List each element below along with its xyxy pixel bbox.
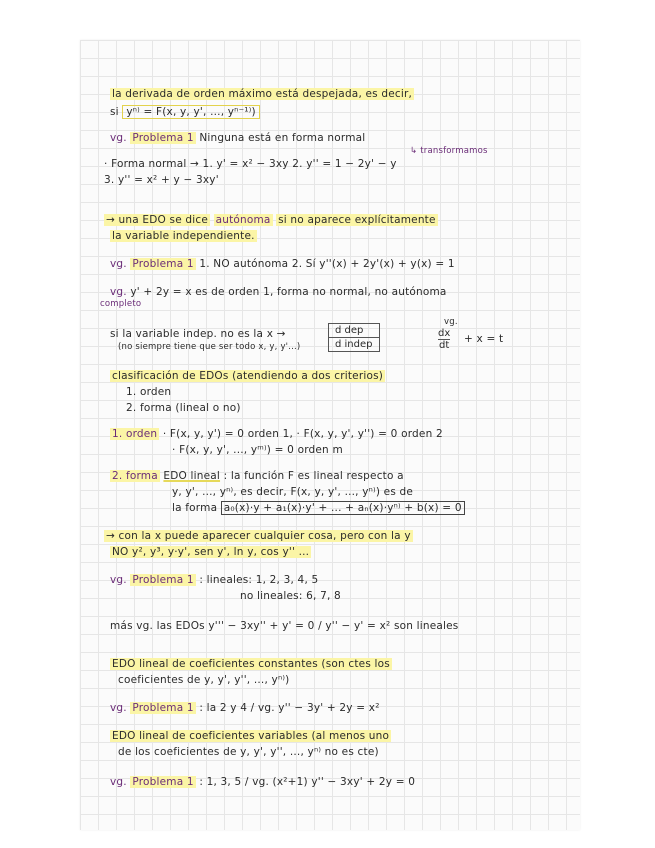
problem-label: Problema 1	[132, 258, 194, 270]
note-text: EDO lineal de coeficientes variables (al menos uno	[112, 730, 390, 742]
fraction-numerator: dx	[438, 328, 451, 339]
note-text: la derivada de orden máximo está despejada, es decir,	[112, 88, 413, 100]
vg-label: vg.	[110, 258, 127, 270]
note-line-26	[110, 702, 380, 714]
note-line-13	[126, 402, 241, 414]
note-line-5	[104, 174, 219, 186]
note-line-25	[118, 674, 289, 686]
section-heading: clasificación de EDOs (atendiendo a dos criterios)	[112, 370, 384, 382]
completo-tag	[100, 299, 141, 309]
note-line-3	[110, 132, 365, 144]
problem-label: Problema 1	[132, 702, 194, 714]
problem-label: Problema 1	[132, 574, 194, 586]
criterion-label: 2. forma	[112, 470, 158, 482]
note-line-22	[240, 590, 341, 602]
note-line-6	[104, 214, 438, 226]
linear-form-equation: a₀(x)·y + a₁(x)·y' + ... + aₙ(x)·yⁿ⁾ + b(x) = 0	[221, 501, 465, 515]
note-line-23	[110, 620, 458, 632]
note-text: completo	[100, 299, 142, 309]
note-text: NO y², y³, y·y', sen y', ln y, cos y'' ...	[112, 546, 310, 558]
criterion-label: 1. orden	[112, 428, 158, 440]
fraction-denominator: dt	[438, 340, 450, 351]
note-line-10	[110, 328, 286, 340]
note-line-19	[104, 530, 413, 542]
note-text: → una EDO se dice	[106, 214, 209, 226]
note-line-15	[172, 444, 343, 456]
note-line-4	[104, 158, 397, 170]
transform-tag	[410, 146, 488, 156]
note-line-10b	[118, 342, 300, 352]
note-text: Ninguna está en forma normal	[199, 132, 366, 144]
vg-label: vg.	[110, 702, 127, 714]
note-text: 2. forma (lineal o no)	[126, 402, 241, 414]
normal-form-equation: yⁿ⁾ = F(x, y, y', ..., yⁿ⁻¹⁾)	[122, 105, 259, 119]
note-line-18	[172, 502, 465, 514]
note-text: no lineales: 6, 7, 8	[240, 590, 341, 602]
notebook-page	[80, 40, 580, 830]
note-line-8	[110, 258, 455, 270]
note-text: si la variable indep. no es la x →	[110, 328, 286, 340]
note-line-1	[110, 88, 414, 100]
term-edo-lineal: EDO lineal	[163, 470, 221, 482]
note-text: si no aparece explícitamente	[278, 214, 436, 226]
note-text: : lineales: 1, 2, 3, 4, 5	[199, 574, 319, 586]
note-text: (no siempre tiene que ser todo x, y, y'...)	[118, 342, 301, 352]
vg-label: vg.	[110, 776, 127, 788]
note-text: · Forma normal → 1. y' = x² − 3xy 2. y'' = 1 − 2y' − y	[104, 158, 397, 170]
note-line-9	[110, 286, 447, 298]
note-line-24	[110, 658, 392, 670]
note-line-2	[110, 106, 260, 118]
note-text: y, y', ..., yⁿ⁾, es decir, F(x, y, y', ..., yⁿ⁾) es de	[172, 486, 414, 498]
note-text: · F(x, y, y') = 0 orden 1, · F(x, y, y', y'') = 0 orden 2	[162, 428, 443, 440]
note-line-21	[110, 574, 318, 586]
problem-label: Problema 1	[132, 776, 194, 788]
note-text: + x = t	[464, 333, 504, 345]
note-line-11	[110, 370, 385, 382]
note-text: coeficientes de y, y', y'', ..., yⁿ⁾)	[118, 674, 290, 686]
note-text: 1. NO autónoma 2. Sí y''(x) + 2y'(x) + y(x) = 1	[199, 258, 455, 270]
note-line-17	[172, 486, 413, 498]
note-line-14	[110, 428, 443, 440]
derivative-fraction-box	[328, 323, 380, 352]
note-text: ↳ transformamos	[410, 146, 488, 156]
term-autonoma: autónoma	[215, 214, 271, 226]
vg-label: vg.	[110, 132, 127, 144]
note-text: : la función F es lineal respecto a	[223, 470, 404, 482]
note-text: la variable independiente.	[112, 230, 255, 242]
note-text: más vg. las EDOs y''' − 3xy'' + y' = 0 / y'' − y' = x² son lineales	[110, 620, 459, 632]
note-text: EDO lineal de coeficientes constantes (son ctes los	[112, 658, 390, 670]
note-text: la forma	[172, 502, 218, 514]
note-text: 1. orden	[126, 386, 172, 398]
note-line-29	[110, 776, 415, 788]
fraction-numerator: d dep	[335, 325, 364, 336]
note-text: de los coeficientes de y, y', y'', ..., yⁿ⁾ no es cte)	[118, 746, 379, 758]
note-text: y' + 2y = x es de orden 1, forma no normal, no autónoma	[130, 286, 447, 298]
dx-dt-fraction	[438, 328, 450, 351]
equation-tail	[464, 333, 503, 345]
note-line-7	[110, 230, 257, 242]
note-text: 3. y'' = x² + y − 3xy'	[104, 174, 219, 186]
note-text: vg.	[444, 317, 458, 327]
vg-label: vg.	[110, 286, 127, 298]
note-line-16	[110, 470, 404, 482]
note-line-12	[126, 386, 171, 398]
note-line-27	[110, 730, 391, 742]
note-text: si	[110, 106, 119, 118]
note-line-28	[118, 746, 379, 758]
problem-label: Problema 1	[132, 132, 194, 144]
note-line-20	[110, 546, 311, 558]
note-text: · F(x, y, y', ..., yᵐ⁾) = 0 orden m	[172, 444, 343, 456]
vg-label: vg.	[110, 574, 127, 586]
note-text: : la 2 y 4 / vg. y'' − 3y' + 2y = x²	[199, 702, 380, 714]
vg-small-label	[444, 317, 458, 327]
note-text: : 1, 3, 5 / vg. (x²+1) y'' − 3xy' + 2y = 0	[199, 776, 416, 788]
note-text: → con la x puede aparecer cualquier cosa, pero con la y	[106, 530, 411, 542]
fraction-denominator: d indep	[329, 337, 379, 351]
